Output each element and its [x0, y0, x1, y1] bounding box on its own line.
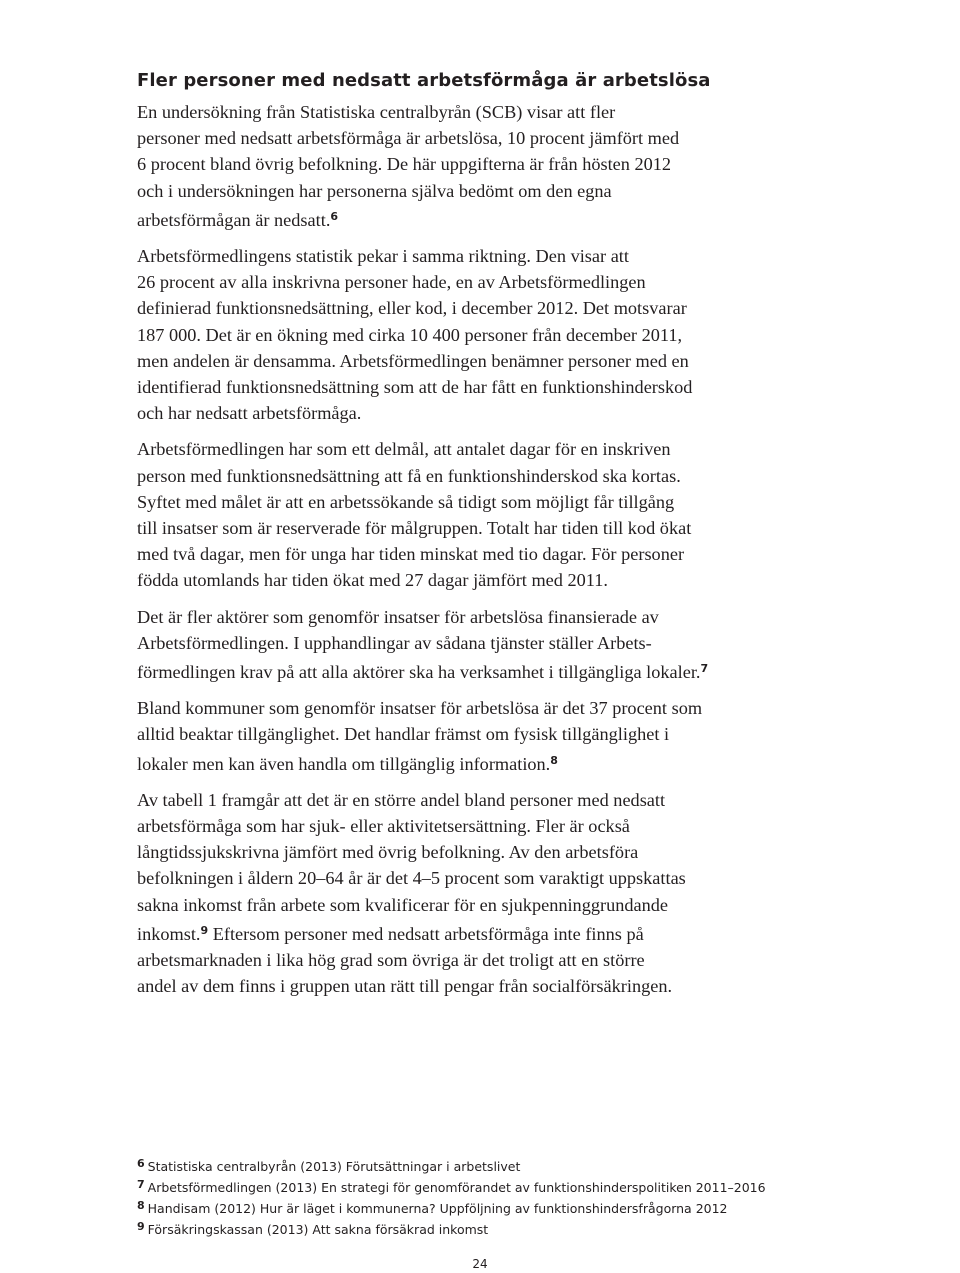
footnote-ref-9[interactable]: 9: [200, 923, 209, 937]
text-line: personer med nedsatt arbetsförmåga är arbetslösa, 10 procent jämfört med: [137, 128, 680, 149]
text-line: Arbetsförmedlingen. I upphandlingar av sådana tjänster ställer Arbets-: [137, 632, 652, 653]
text-line: till insatser som är reserverade för målgruppen. Totalt har tiden till kod ökat: [137, 518, 692, 539]
text-line: och i undersökningen har personerna själva bedömt om den egna: [137, 180, 612, 201]
footnote-6: 6 Statistiska centralbyrån (2013) Förutsättningar i arbetslivet: [137, 1157, 521, 1174]
text-line: person med funktionsnedsättning att få en funktionshinderskod ska kortas.: [137, 465, 681, 486]
text-line: En undersökning från Statistiska centralbyrån (SCB) visar att fler: [137, 102, 616, 122]
text-line: Av tabell 1 framgår att det är en större andel bland personer med nedsatt: [137, 789, 666, 810]
paragraph-6: [137, 787, 827, 1000]
text-line: och har nedsatt arbetsförmåga.: [137, 403, 362, 424]
text-line: Arbetsförmedlingen har som ett delmål, att antalet dagar för en inskriven: [137, 439, 671, 460]
footnote-8: 8 Handisam (2012) Hur är läget i kommunerna? Uppföljning av funktionshindersfrågorna 2012: [137, 1199, 728, 1216]
footnote-ref-6[interactable]: 6: [330, 209, 339, 223]
footnotes: [137, 1157, 837, 1241]
text-line: sakna inkomst från arbete som kvalificerar för en sjukpenninggrundande: [137, 894, 668, 915]
paragraph-5: [137, 695, 827, 777]
footnote-9: 9 Försäkringskassan (2013) Att sakna försäkrad inkomst: [137, 1220, 489, 1237]
footnote-7: 7 Arbetsförmedlingen (2013) En strategi för genomförandet av funktionshinderspolitiken 2011–2016: [137, 1178, 766, 1195]
paragraph-4: [137, 604, 827, 686]
section-heading: Fler personer med nedsatt arbetsförmåga är arbetslösa: [137, 70, 711, 91]
text-line: arbetsförmåga som har sjuk- eller aktivitetsersättning. Fler är också: [137, 816, 630, 837]
text-line: arbetsförmågan är nedsatt.$^6$: [137, 209, 339, 230]
text-line: befolkningen i åldern 20–64 år är det 4–5 procent som varaktigt uppskattas: [137, 868, 686, 889]
paragraph-1: [137, 99, 827, 233]
text-line: Arbetsförmedlingens statistik pekar i samma riktning. Den visar att: [137, 246, 629, 267]
text-line: arbetsmarknaden i lika hög grad som övriga är det troligt att en större: [137, 950, 645, 971]
text-line: lokaler men kan även handla om tillgänglig information.$^8$: [137, 753, 558, 774]
paragraph-3: [137, 436, 827, 593]
text-line: alltid beaktar tillgänglighet. Det handlar främst om fysisk tillgänglighet i: [137, 724, 670, 745]
text-line: Det är fler aktörer som genomför insatser för arbetslösa finansierade av: [137, 606, 659, 627]
page-number: 24: [472, 1257, 488, 1271]
text-line: födda utomlands har tiden ökat med 27 dagar jämfört med 2011.: [137, 570, 608, 591]
text-line: 187 000. Det är en ökning med cirka 10 400 personer från december 2011,: [137, 324, 683, 345]
text-line: Syftet med målet är att en arbetssökande så tidigt som möjligt får tillgång: [137, 491, 675, 512]
text-line: identifierad funktionsnedsättning som att de har fått en funktionshinderskod: [137, 377, 693, 398]
text-line: förmedlingen krav på att alla aktörer ska ha verksamhet i tillgängliga lokaler.$^7$: [137, 662, 709, 683]
paragraph-2: [137, 243, 827, 426]
text-line: långtidssjukskrivna jämfört med övrig befolkning. Av den arbetsföra: [137, 842, 639, 863]
text-line: Bland kommuner som genomför insatser för arbetslösa är det 37 procent som: [137, 698, 703, 719]
text-line: 6 procent bland övrig befolkning. De här uppgifterna är från hösten 2012: [137, 154, 672, 175]
text-line: inkomst.$^9$ Eftersom personer med nedsatt arbetsförmåga inte finns på: [137, 923, 644, 944]
text-line: med två dagar, men för unga har tiden minskat med tio dagar. För personer: [137, 544, 685, 565]
page-body: [137, 70, 827, 1010]
text-line: men andelen är densamma. Arbetsförmedlingen benämner personer med en: [137, 350, 689, 371]
text-line: 26 procent av alla inskrivna personer hade, en av Arbetsförmedlingen: [137, 272, 646, 293]
text-line: definierad funktionsnedsättning, eller kod, i december 2012. Det motsvarar: [137, 298, 687, 319]
footnote-ref-8[interactable]: 8: [550, 753, 558, 767]
footnote-ref-7[interactable]: 7: [700, 662, 709, 676]
text-line: andel av dem finns i gruppen utan rätt till pengar från socialförsäkringen.: [137, 976, 673, 997]
